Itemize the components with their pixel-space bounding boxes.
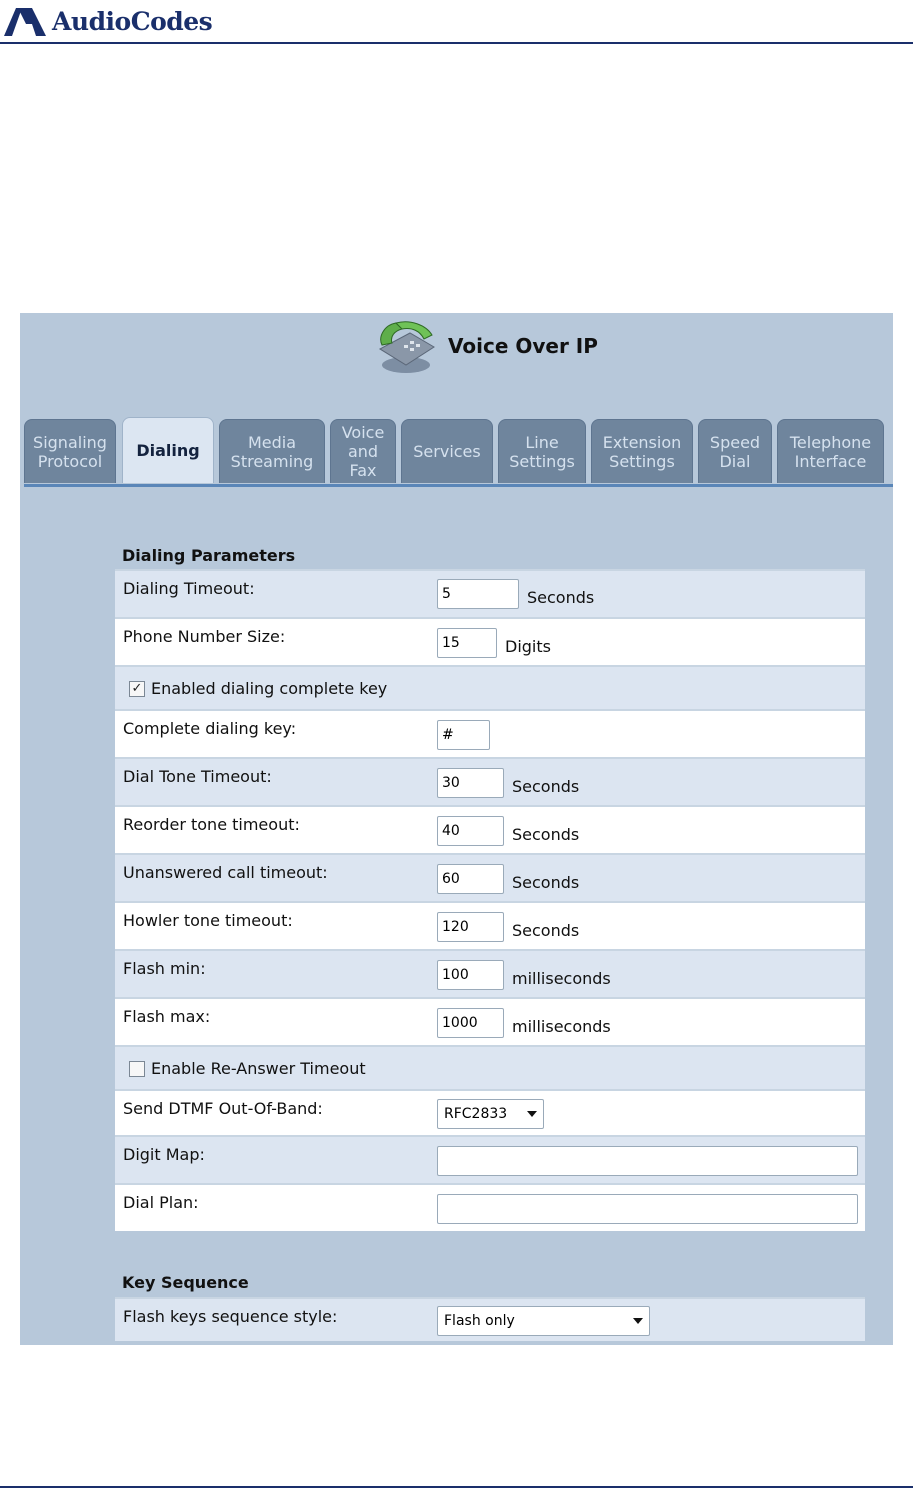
tab-services[interactable]: Services — [401, 419, 493, 483]
howler-tone-timeout-unit: Seconds — [512, 920, 580, 940]
logo-text: AudioCodes — [52, 6, 213, 36]
flash-max-input[interactable] — [437, 1008, 504, 1038]
flash-keys-style-label: Flash keys sequence style: — [123, 1307, 338, 1326]
dial-tone-timeout-label: Dial Tone Timeout: — [123, 767, 272, 786]
flash-keys-style-select[interactable] — [437, 1306, 650, 1336]
row-howler-tone-timeout — [115, 901, 865, 949]
dial-plan-label: Dial Plan: — [123, 1193, 199, 1212]
flash-min-unit: milliseconds — [512, 968, 611, 988]
enable-complete-key-checkbox[interactable]: ✓ — [129, 681, 145, 697]
tab-extension-settings[interactable]: Extension Settings — [591, 419, 693, 483]
row-phone-number-size — [115, 617, 865, 665]
unanswered-call-timeout-label: Unanswered call timeout: — [123, 863, 328, 882]
complete-dialing-key-input[interactable] — [437, 720, 490, 750]
row-flash-max — [115, 997, 865, 1045]
row-flash-min — [115, 949, 865, 997]
howler-tone-timeout-label: Howler tone timeout: — [123, 911, 293, 930]
send-dtmf-label: Send DTMF Out-Of-Band: — [123, 1099, 323, 1118]
row-digit-map — [115, 1135, 865, 1183]
row-unanswered-call-timeout — [115, 853, 865, 901]
dialing-timeout-input[interactable] — [437, 579, 519, 609]
flash-max-unit: milliseconds — [512, 1016, 611, 1036]
row-reorder-tone-timeout — [115, 805, 865, 853]
chevron-down-icon — [527, 1111, 537, 1117]
reorder-tone-timeout-input[interactable] — [437, 816, 504, 846]
flash-max-label: Flash max: — [123, 1007, 211, 1026]
flash-min-label: Flash min: — [123, 959, 206, 978]
tab-dialing[interactable]: Dialing — [122, 417, 214, 483]
dialing-timeout-label: Dialing Timeout: — [123, 579, 255, 598]
row-enable-reanswer-timeout — [115, 1045, 865, 1089]
footer-rule — [0, 1486, 913, 1488]
send-dtmf-value: RFC2833 — [444, 1106, 508, 1122]
dial-plan-input[interactable] — [437, 1194, 858, 1224]
tab-media-streaming[interactable]: Media Streaming — [219, 419, 325, 483]
voip-settings-panel — [20, 313, 893, 1345]
document-header — [0, 0, 913, 44]
unanswered-call-timeout-input[interactable] — [437, 864, 504, 894]
phone-number-size-label: Phone Number Size: — [123, 627, 286, 646]
section-title-key-sequence: Key Sequence — [122, 1273, 249, 1292]
dial-tone-timeout-unit: Seconds — [512, 776, 580, 796]
flash-keys-style-value: Flash only — [444, 1313, 515, 1329]
chevron-down-icon — [633, 1318, 643, 1324]
phone-number-size-input[interactable] — [437, 628, 497, 658]
logo — [2, 4, 212, 38]
phone-number-size-unit: Digits — [505, 636, 551, 656]
tab-line-settings[interactable]: Line Settings — [498, 419, 586, 483]
tab-telephone-interface[interactable]: Telephone Interface — [777, 419, 884, 483]
tab-speed-dial[interactable]: Speed Dial — [698, 419, 772, 483]
dialing-timeout-unit: Seconds — [527, 587, 595, 607]
section-title-dialing-parameters: Dialing Parameters — [122, 546, 296, 565]
tab-baseline — [24, 484, 893, 487]
row-dialing-timeout — [115, 569, 865, 617]
header-rule — [0, 42, 913, 44]
row-enable-complete-key — [115, 665, 865, 709]
flash-min-input[interactable] — [437, 960, 504, 990]
row-dial-tone-timeout — [115, 757, 865, 805]
enable-reanswer-timeout-label: Enable Re-Answer Timeout — [151, 1059, 366, 1078]
reorder-tone-timeout-unit: Seconds — [512, 824, 580, 844]
dial-tone-timeout-input[interactable] — [437, 768, 504, 798]
tab-signaling-protocol[interactable]: Signaling Protocol — [24, 419, 116, 483]
dialing-parameters-table — [115, 569, 865, 1231]
howler-tone-timeout-input[interactable] — [437, 912, 504, 942]
send-dtmf-select[interactable] — [437, 1099, 544, 1129]
reorder-tone-timeout-label: Reorder tone timeout: — [123, 815, 300, 834]
tab-voice-and-fax[interactable]: Voice and Fax — [330, 419, 396, 483]
row-complete-dialing-key — [115, 709, 865, 757]
unanswered-call-timeout-unit: Seconds — [512, 872, 580, 892]
audiocodes-logo-icon — [2, 4, 48, 38]
panel-title — [370, 315, 598, 377]
digit-map-label: Digit Map: — [123, 1145, 205, 1164]
enable-reanswer-timeout-checkbox[interactable] — [129, 1061, 145, 1077]
key-sequence-table — [115, 1297, 865, 1341]
enable-complete-key-label: Enabled dialing complete key — [151, 679, 388, 698]
complete-dialing-key-label: Complete dialing key: — [123, 719, 297, 738]
digit-map-input[interactable] — [437, 1146, 858, 1176]
row-dial-plan — [115, 1183, 865, 1231]
telephone-icon — [370, 315, 442, 377]
row-flash-keys-style — [115, 1297, 865, 1341]
panel-title-text: Voice Over IP — [448, 334, 598, 358]
row-send-dtmf — [115, 1089, 865, 1135]
